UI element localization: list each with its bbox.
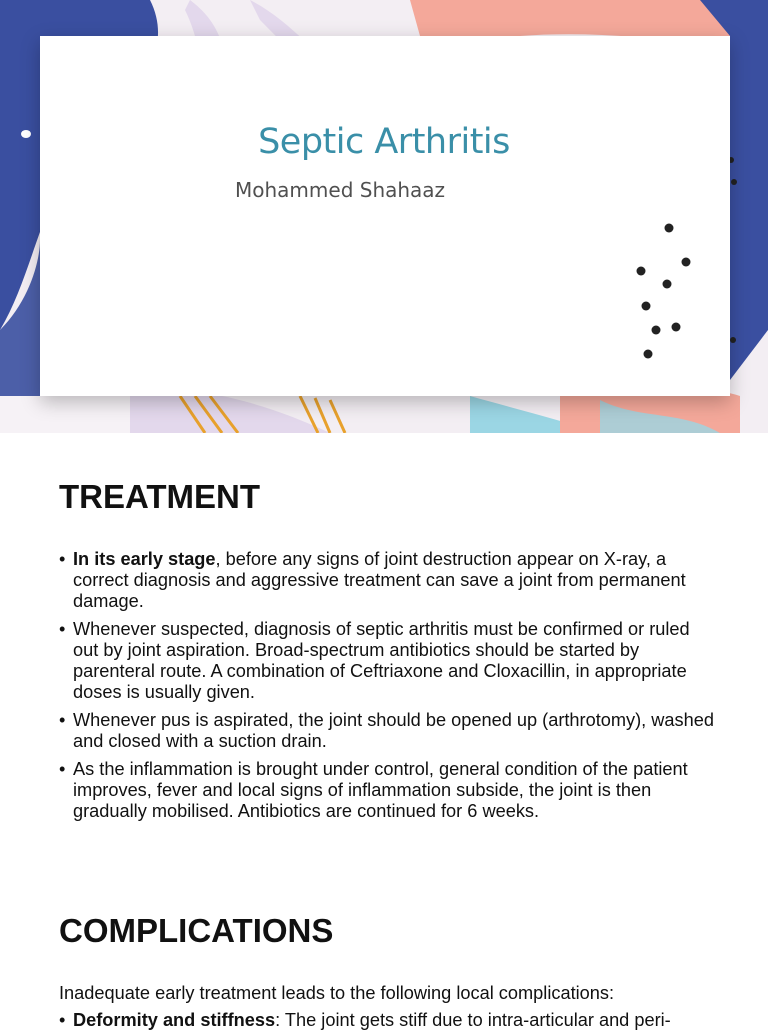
treatment-heading: TREATMENT bbox=[59, 478, 261, 515]
list-item-text: : The joint gets stiff due to intra-articular and peri- bbox=[275, 1010, 671, 1030]
list-item bbox=[59, 759, 714, 822]
decorative-dots bbox=[0, 0, 768, 433]
title-slide bbox=[0, 0, 768, 433]
treatment-list bbox=[59, 549, 714, 829]
list-item-text: Whenever suspected, diagnosis of septic arthritis must be confirmed or ruled out by joint aspiration. Broad-spectrum antibiotics should be started by parenteral route. A combination of Ceftriaxone and Cloxacillin, in appropriate doses is usually given. bbox=[73, 619, 690, 702]
complications-intro: Inadequate early treatment leads to the following local complications: bbox=[59, 983, 615, 1003]
list-item-text: Whenever pus is aspirated, the joint should be opened up (arthrotomy), washed and closed with a suction drain. bbox=[73, 710, 714, 751]
list-item bbox=[59, 710, 714, 752]
slide-subtitle: Mohammed Shahaaz bbox=[235, 178, 446, 202]
list-item-text: , before any signs of joint destruction appear on X-ray, a correct diagnosis and aggressive treatment can save a joint from permanent damage. bbox=[73, 549, 686, 611]
list-item bbox=[59, 619, 714, 703]
list-item bbox=[59, 1010, 714, 1031]
complications-list bbox=[59, 1010, 714, 1031]
list-item bbox=[59, 549, 714, 612]
list-item-bold: In its early stage bbox=[73, 549, 216, 569]
list-item-text: As the inflammation is brought under control, general condition of the patient improves, fever and local signs of inflammation subside, the joint is then gradually mobilised. Antibiotics are continued for 6 weeks. bbox=[73, 759, 688, 821]
list-item-bold: Deformity and stiffness bbox=[73, 1010, 276, 1030]
slide-title: Septic Arthritis bbox=[258, 122, 510, 162]
complications-heading: COMPLICATIONS bbox=[59, 912, 334, 949]
